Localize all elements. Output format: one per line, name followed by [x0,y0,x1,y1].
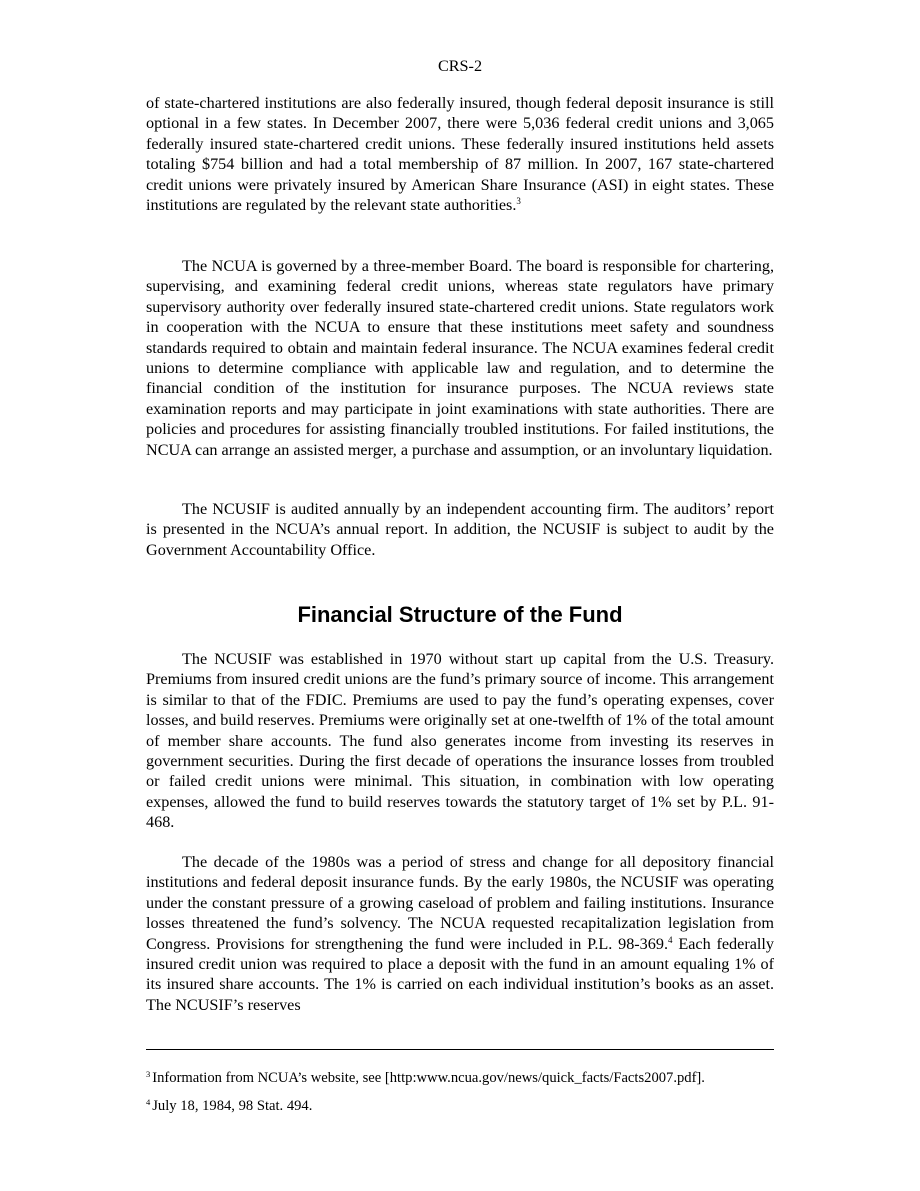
paragraph-text-before: The decade of the 1980s was a period of stress and change for all depository financial institutions and federal deposit insurance funds. By the early 1980s, the NCUSIF was operating under the constant pressure of a growing caseload of problem and failing institutions. Insurance losses threatened the fund’s solvency. The NCUA requested recapitalization legislation from Congress. Provisions for strengthening the fund were included in P.L. 98-369. [146,853,774,953]
paragraph-text-after: Each federally insured credit union was required to place a deposit with the fund in an amount equaling 1% of its insured share accounts. The 1% is carried on each individual institution’s books as an asset. The NCUSIF’s reserves [146,934,774,1014]
page-header-label: CRS-2 [437,57,483,75]
section-paragraph-1: The NCUSIF was established in 1970 without start up capital from the U.S. Treasury. Premiums from insured credit unions are the fund’s primary source of income. This arrangement is similar to that of the FDIC. Premiums are used to pay the fund’s operating expenses, cover losses, and build reserves. Premiums were originally set at one-twelfth of 1% of the total amount of member share accounts. The fund also generates income from investing its reserves in government securities. During the first decade of operations the insurance losses from troubled or failed credit unions were minimal. This situation, in combination with low operating expenses, allowed the fund to build reserves towards the statutory target of 1% set by P.L. 91-468. [146,650,774,832]
footnote-text: Information from NCUA’s website, see [http:www.ncua.gov/news/quick_facts/Facts2007.pdf]. [152,1070,705,1086]
footnote-ref-3[interactable]: 3 [516,196,521,207]
footnote-mark: 3 [146,1069,151,1079]
footnote-ref-4[interactable]: 4 [668,934,673,945]
footnote-text: July 18, 1984, 98 Stat. 494. [152,1098,313,1114]
section-heading: Financial Structure of the Fund [297,602,623,627]
footnote-3 [146,1069,786,1087]
footnote-divider [146,1049,774,1050]
section-paragraph-2 [146,852,774,1015]
paragraph-2: The NCUA is governed by a three-member Board. The board is responsible for chartering, supervising, and examining federal credit unions, whereas state regulators have primary supervisory authority over federally insured state-chartered credit unions. State regulators work in cooperation with the NCUA to ensure that these institutions meet safety and soundness standards required to obtain and maintain federal insurance. The NCUA examines federal credit unions to determine compliance with applicable law and regulation, and to determine the financial condition of the institution for insurance purposes. The NCUA reviews state examination reports and may participate in joint examinations with state authorities. There are policies and procedures for assisting financially troubled institutions. For failed institutions, the NCUA can arrange an assisted merger, a purchase and assumption, or an involuntary liquidation. [146,257,774,459]
footnote-4 [146,1097,786,1115]
paragraph-text: of state-chartered institutions are also federally insured, though federal deposit insurance is still optional in a few states. In December 2007, there were 5,036 federal credit unions and 3,065 federally insured state-chartered credit unions. These federally insured institutions held assets totaling $754 billion and had a total membership of 87 million. In 2007, 167 state-chartered credit unions were privately insured by American Share Insurance (ASI) in eight states. These institutions are regulated by the relevant state authorities. [146,94,774,215]
paragraph-3: The NCUSIF is audited annually by an independent accounting firm. The auditors’ report is presented in the NCUA’s annual report. In addition, the NCUSIF is subject to audit by the Government Accountability Office. [146,500,774,559]
footnote-mark: 4 [146,1097,151,1107]
paragraph-1 [146,93,774,215]
